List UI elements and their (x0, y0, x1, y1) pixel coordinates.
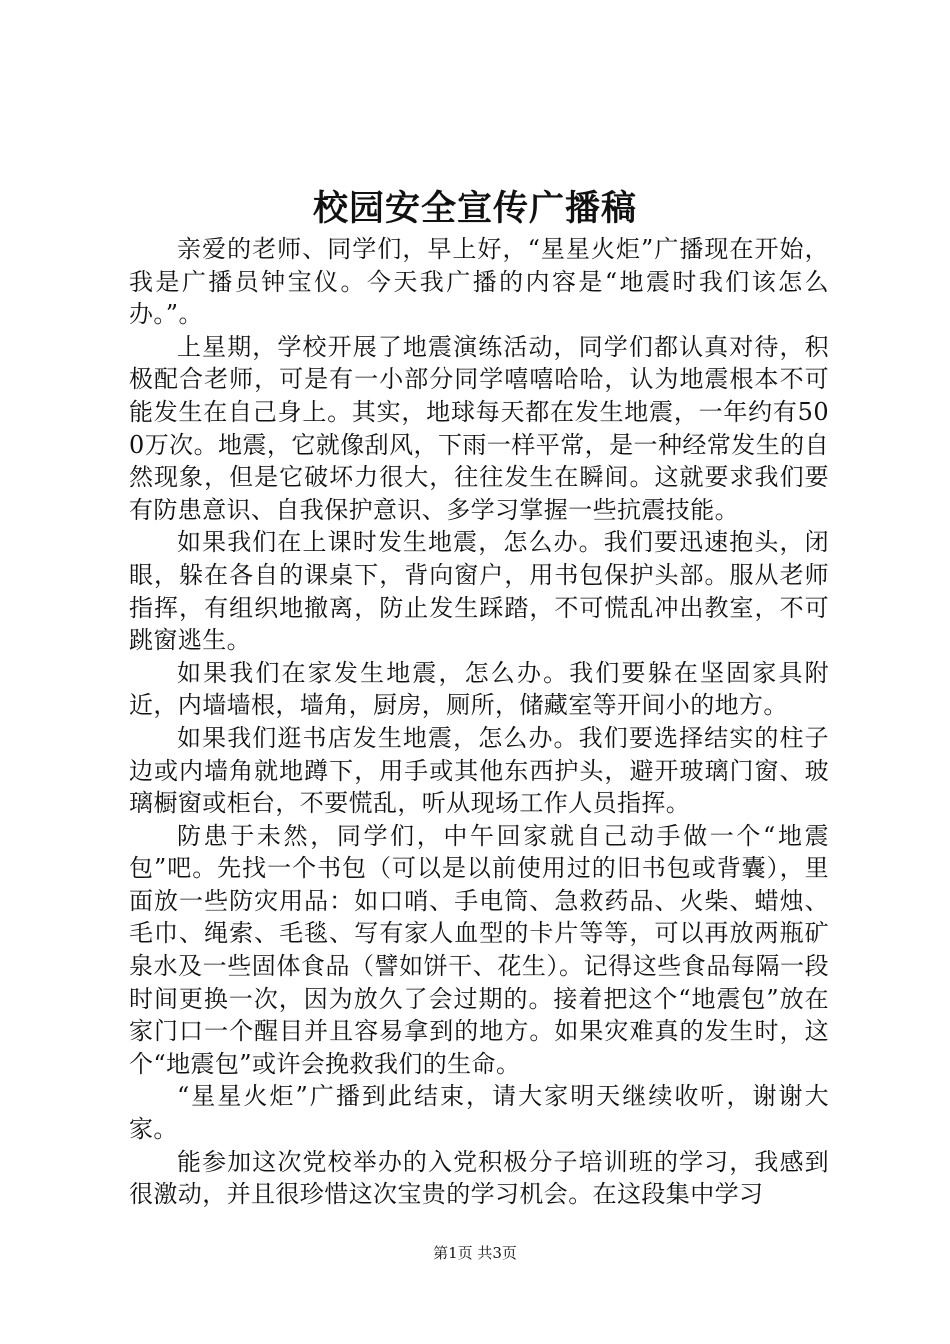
paragraph-greeting: 亲爱的老师、同学们，早上好，“星星火炬”广播现在开始，我是广播员钟宝仪。今天我广播的内容是“地震时我们该怎么办。”。 (129, 235, 829, 329)
paragraph-party-school: 能参加这次党校举办的入党积极分子培训班的学习，我感到很激动，并且很珍惜这次宝贵的学习机会。在这段集中学习 (129, 1147, 829, 1209)
paragraph-in-class: 如果我们在上课时发生地震，怎么办。我们要迅速抱头，闭眼，躲在各自的课桌下，背向窗户，用书包保护头部。服从老师指挥，有组织地撤离，防止发生踩踏，不可慌乱冲出教室，不可跳窗逃生。 (129, 528, 829, 655)
document-title: 校园安全宣传广播稿 (312, 188, 637, 229)
paragraph-at-home: 如果我们在家发生地震，怎么办。我们要躲在坚固家具附近，内墙墙根，墙角，厨房，厕所，储藏室等开间小的地方。 (129, 658, 829, 720)
page-number-footer: 第1页 共3页 (433, 1244, 517, 1262)
paragraph-emergency-kit: 防患于未然，同学们，中午回家就自己动手做一个“地震包”吧。先找一个书包（可以是以前使用过的旧书包或背囊），里面放一些防灾用品：如口哨、手电筒、急救药品、火柴、蜡烛、毛巾、绳索、毛毯、写有家人血型的卡片等等，可以再放两瓶矿泉水及一些固体食品（譬如饼干、花生）。记得这些食品每隔一段时间更换一次，因为放久了会过期的。接着把这个“地震包”放在家门口一个醒目并且容易拿到的地方。如果灾难真的发生时，这个“地震包”或许会挽救我们的生命。 (129, 821, 829, 1078)
document-body (129, 233, 829, 1211)
paragraph-earthquake-drill: 上星期，学校开展了地震演练活动，同学们都认真对待，积极配合老师，可是有一小部分同学嘻嘻哈哈，认为地震根本不可能发生在自己身上。其实，地球每天都在发生地震，一年约有500万次。地震，它就像刮风，下雨一样平常，是一种经常发生的自然现象，但是它破坏力很大，往往发生在瞬间。这就要求我们要有防患意识、自我保护意识、多学习掌握一些抗震技能。 (129, 332, 829, 524)
paragraph-closing: “星星火炬”广播到此结束，请大家明天继续收听，谢谢大家。 (129, 1082, 829, 1144)
paragraph-in-bookstore: 如果我们逛书店发生地震，怎么办。我们要选择结实的柱子边或内墙角就地蹲下，用手或其他东西护头，避开玻璃门窗、玻璃橱窗或柜台，不要慌乱，听从现场工作人员指挥。 (129, 723, 829, 818)
